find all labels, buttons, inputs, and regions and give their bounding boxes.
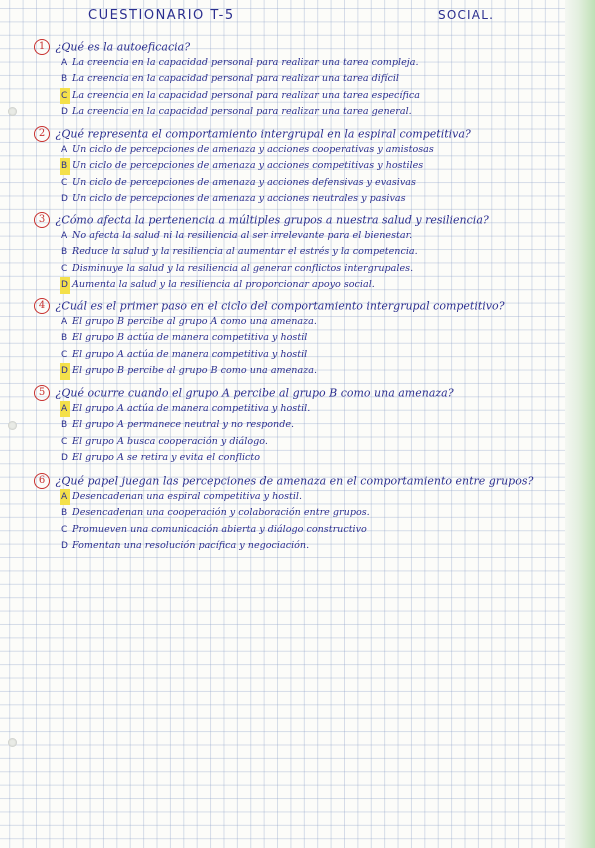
option-c: [34, 434, 534, 450]
option-c: [34, 522, 534, 538]
option-text: No afecta la salud ni la resiliencia al ser irrelevante para el bienestar.: [72, 230, 413, 241]
option-letter-correct-highlight: D: [60, 363, 70, 379]
option-letter: C: [61, 436, 68, 447]
option-letter: B: [61, 74, 68, 85]
option-text: Aumenta la salud y la resiliencia al proporcionar apoyo social.: [72, 279, 375, 291]
option-letter: B: [61, 420, 68, 431]
binder-hole: [8, 421, 17, 430]
option-letter: A: [61, 317, 68, 327]
option-a: [34, 142, 534, 158]
question-1: [34, 38, 534, 121]
option-letter: A: [61, 231, 68, 241]
option-d: [34, 450, 534, 466]
option-d: [34, 363, 534, 379]
option-letter-correct-highlight: D: [60, 277, 70, 293]
question-number: 5: [34, 385, 50, 401]
option-letter-correct-highlight: C: [60, 88, 70, 104]
option-b: [34, 505, 534, 521]
option-text: Reduce la salud y la resiliencia al aumentar el estrés y la competencia.: [72, 246, 418, 258]
option-text: El grupo A busca cooperación y diálogo.: [72, 435, 268, 447]
option-letter: D: [61, 194, 68, 205]
question-text: ¿Qué ocurre cuando el grupo A percibe al grupo B como una amenaza?: [55, 386, 454, 400]
question-heading: [34, 297, 534, 314]
question-text: ¿Cuál es el primer paso en el ciclo del comportamiento intergrupal competitivo?: [55, 299, 505, 313]
page-header: [36, 8, 556, 28]
option-b: [34, 417, 534, 433]
option-d: [34, 191, 534, 207]
question-text: ¿Cómo afecta la pertenencia a múltiples grupos a nuestra salud y resiliencia?: [55, 213, 489, 227]
option-c: [34, 261, 534, 277]
option-text: Un ciclo de percepciones de amenaza y acciones cooperativas y amistosas: [72, 144, 434, 155]
option-letter: A: [61, 145, 68, 155]
option-letter: A: [61, 58, 68, 68]
option-text: Disminuye la salud y la resiliencia al generar conflictos intergrupales.: [72, 262, 414, 274]
option-text: La creencia en la capacidad personal para realizar una tarea específica: [72, 89, 420, 101]
option-text: Un ciclo de percepciones de amenaza y acciones neutrales y pasivas: [72, 193, 406, 205]
option-letter: C: [61, 349, 68, 360]
question-number: 6: [34, 473, 50, 489]
option-text: Desencadenan una espiral competitiva y hostil.: [72, 491, 303, 502]
option-text: El grupo A actúa de manera competitiva y hostil.: [72, 403, 311, 414]
question-number: 3: [34, 212, 50, 228]
option-a: [34, 314, 534, 330]
option-a: [34, 55, 534, 71]
option-letter: D: [61, 107, 68, 118]
option-b: [34, 71, 534, 87]
option-text: Desencadenan una cooperación y colaboración entre grupos.: [72, 507, 370, 519]
page-title: CUESTIONARIO T-5: [88, 8, 235, 23]
option-text: Un ciclo de percepciones de amenaza y acciones competitivas y hostiles: [72, 160, 424, 172]
option-d: [34, 538, 534, 554]
option-letter-correct-highlight: B: [60, 158, 70, 174]
question-text: ¿Qué representa el comportamiento intergrupal en la espiral competitiva?: [55, 127, 471, 141]
option-text: El grupo A permanece neutral y no responde.: [72, 419, 295, 431]
binder-hole: [8, 107, 17, 116]
option-letter: C: [61, 177, 68, 188]
option-letter: C: [61, 263, 68, 274]
question-6: [34, 472, 534, 555]
option-text: Fomentan una resolución pacífica y negociación.: [72, 540, 310, 552]
option-text: La creencia en la capacidad personal para realizar una tarea compleja.: [72, 57, 419, 68]
option-text: Promueven una comunicación abierta y diálogo constructivo: [72, 523, 367, 535]
option-text: El grupo B percibe al grupo B como una amenaza.: [72, 365, 318, 377]
option-a: [34, 228, 534, 244]
option-letter: B: [61, 508, 68, 519]
option-c: [34, 347, 534, 363]
option-letter: B: [61, 247, 68, 258]
option-text: Un ciclo de percepciones de amenaza y acciones defensivas y evasivas: [72, 176, 416, 188]
option-b: [34, 158, 534, 174]
question-heading: [34, 472, 534, 489]
question-3: [34, 211, 534, 294]
option-b: [34, 244, 534, 260]
question-4: [34, 297, 534, 380]
binder-hole: [8, 738, 17, 747]
option-c: [34, 88, 534, 104]
option-d: [34, 277, 534, 293]
option-text: La creencia en la capacidad personal para realizar una tarea general.: [72, 106, 412, 118]
question-number: 4: [34, 298, 50, 314]
question-text: ¿Qué es la autoeficacia?: [55, 40, 191, 54]
question-heading: [34, 384, 534, 401]
option-text: El grupo A actúa de manera competitiva y hostil: [72, 348, 308, 360]
option-text: El grupo B percibe al grupo A como una amenaza.: [72, 316, 317, 327]
subject-label: SOCIAL.: [438, 8, 495, 22]
option-text: El grupo B actúa de manera competitiva y hostil: [72, 332, 308, 344]
question-5: [34, 384, 534, 467]
option-letter-correct-highlight: A: [60, 401, 70, 417]
question-heading: [34, 211, 534, 228]
question-number: 2: [34, 126, 50, 142]
option-letter: C: [61, 524, 68, 535]
option-text: El grupo A se retira y evita el conflicto: [72, 452, 261, 464]
option-text: La creencia en la capacidad personal para realizar una tarea difícil: [72, 73, 399, 85]
option-letter: D: [61, 541, 68, 552]
option-letter-correct-highlight: A: [60, 489, 70, 505]
question-heading: [34, 38, 534, 55]
option-c: [34, 175, 534, 191]
option-b: [34, 330, 534, 346]
option-d: [34, 104, 534, 120]
question-2: [34, 125, 534, 208]
option-a: [34, 401, 534, 417]
option-letter: D: [61, 453, 68, 464]
option-a: [34, 489, 534, 505]
question-number: 1: [34, 39, 50, 55]
question-text: ¿Qué papel juegan las percepciones de amenaza en el comportamiento entre grupos?: [55, 474, 534, 488]
question-heading: [34, 125, 534, 142]
option-letter: B: [61, 333, 68, 344]
green-page-edge: [565, 0, 595, 848]
